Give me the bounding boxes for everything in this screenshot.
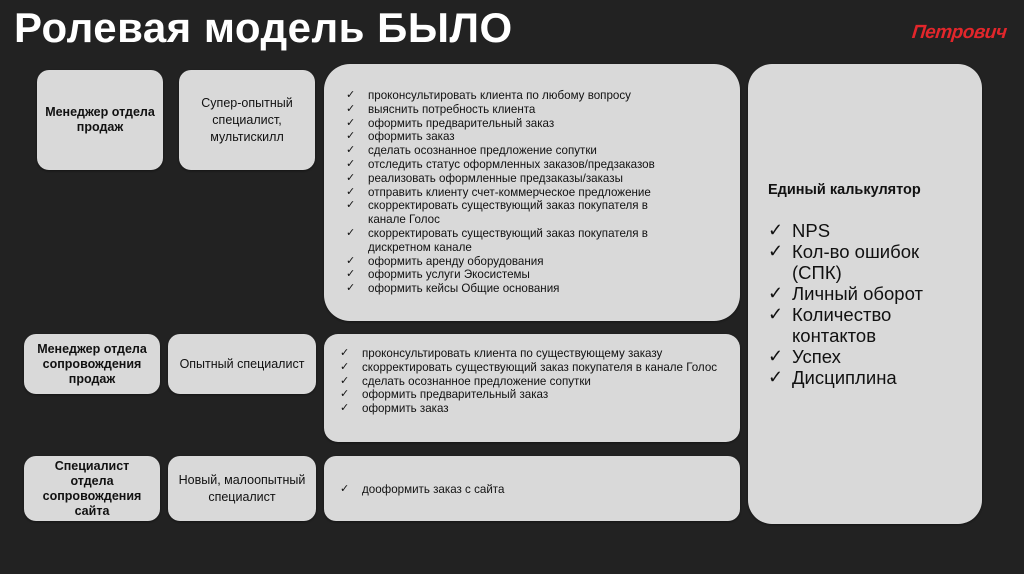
- unified-calculator-box: [748, 64, 982, 524]
- task-item: ✓ реализовать оформленные предзаказы/заказы: [346, 172, 716, 186]
- calculator-title: Единый калькулятор: [768, 182, 921, 198]
- task-item: ✓ сделать осознанное предложение сопутки: [346, 144, 716, 158]
- role-box-sales-support-manager: [24, 334, 160, 394]
- tasks-box-sales-manager: [324, 64, 740, 321]
- task-item: ✓ оформить предварительный заказ: [346, 117, 716, 131]
- task-item: ✓ проконсультировать клиента по существующему заказу: [340, 347, 720, 361]
- petrovich-logo: Петрович: [910, 22, 1008, 43]
- task-item: ✓ скорректировать существующий заказ покупателя в канале Голос: [346, 199, 688, 227]
- task-item: ✓ скорректировать существующий заказ покупателя в канале Голос: [340, 361, 720, 375]
- task-item: ✓ отправить клиенту счет-коммерческое предложение: [346, 186, 716, 200]
- level-label: Супер-опытный специалист, мультискилл: [201, 95, 293, 144]
- task-list: [340, 483, 720, 497]
- role-box-site-support-specialist: [24, 456, 160, 521]
- task-item: ✓ оформить заказ: [340, 402, 720, 416]
- task-item: ✓ оформить предварительный заказ: [340, 388, 720, 402]
- task-item: ✓ оформить кейсы Общие основания: [346, 282, 716, 296]
- task-item: ✓ проконсультировать клиента по любому вопросу: [346, 89, 716, 103]
- level-box-new: [168, 456, 316, 521]
- metric-item: ✓ Личный оборот: [768, 283, 978, 304]
- task-item: ✓ отследить статус оформленных заказов/предзаказов: [346, 158, 716, 172]
- level-box-super-experienced: [179, 70, 315, 170]
- level-box-experienced: [168, 334, 316, 394]
- metric-item: ✓ Кол-во ошибок (СПК): [768, 241, 942, 283]
- metric-item: ✓ NPS: [768, 220, 978, 241]
- level-label: Опытный специалист: [179, 356, 305, 371]
- tasks-box-site-support: [324, 456, 740, 521]
- metric-item: ✓ Успех: [768, 346, 978, 367]
- page-title: Ролевая модель БЫЛО: [14, 4, 513, 51]
- level-label: Новый, малоопытный специалист: [178, 472, 306, 504]
- role-label: Специалист отдела сопровождения сайта: [42, 458, 142, 518]
- role-label: Менеджер отдела продаж: [45, 105, 155, 134]
- task-item: ✓ оформить услуги Экосистемы: [346, 268, 716, 282]
- task-item: ✓ скорректировать существующий заказ покупателя в дискретном канале: [346, 227, 688, 255]
- task-list: [346, 89, 716, 296]
- task-item: ✓ дооформить заказ с сайта: [340, 483, 720, 497]
- task-list: [340, 347, 720, 416]
- task-item: ✓ сделать осознанное предложение сопутки: [340, 375, 720, 389]
- metric-item: ✓ Дисциплина: [768, 367, 978, 388]
- metrics-list: [768, 220, 978, 388]
- task-item: ✓ оформить аренду оборудования: [346, 255, 716, 269]
- role-box-sales-manager: [37, 70, 163, 170]
- task-item: ✓ выяснить потребность клиента: [346, 103, 716, 117]
- tasks-box-sales-support: [324, 334, 740, 442]
- task-item: ✓ оформить заказ: [346, 130, 716, 144]
- metric-item: ✓ Количество контактов: [768, 304, 922, 346]
- role-label: Менеджер отдела сопровождения продаж: [37, 341, 147, 386]
